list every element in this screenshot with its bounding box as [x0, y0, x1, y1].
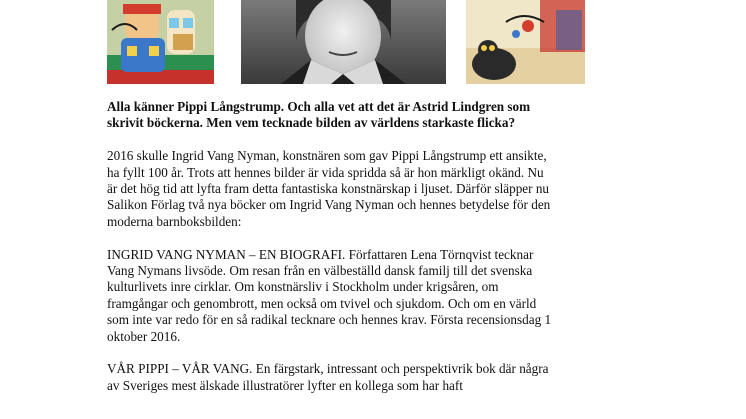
lede-paragraph: Alla känner Pippi Långstrump. Och alla vet att det är Astrid Lindgren som skrivit böckerna. Men vem tecknade bilden av världens starkaste flicka?	[107, 99, 531, 131]
portrait-art	[241, 0, 446, 84]
body-paragraph-2: INGRID VANG NYMAN – EN BIOGRAFI. Författaren Lena Törnqvist tecknar Vang Nymans livsöde. Om resan från en välbeställd dansk familj till det svenska kulturlivets inre cirklar. Om konstnärsliv i Stockholm under krigsåren, om framgångar och genombrott, men också om tvivel och sjukdom. Och om en värld som inte var redo för en så radikal tecknare och hennes krav. Första recensionsdag 1 oktober 2016.	[107, 246, 552, 344]
illustration-right-art	[466, 0, 585, 84]
press-release-body	[107, 99, 557, 411]
body-paragraph-1: 2016 skulle Ingrid Vang Nyman, konstnären som gav Pippi Långstrump ett ansikte, ha fyllt 100 år. Trots att hennes bilder är vida spridda så är hon märkligt okänd. Nu är det hög tid att lyfta fram detta fantastiska konstnärskap i ljuset. Därför släpper nu Salikon Förlag två nya böcker om Ingrid Vang Nyman och hennes betydelse för den moderna barnboksbilden:	[107, 148, 551, 229]
pippi-illustration-right	[466, 0, 585, 84]
pippi-illustration-left	[107, 0, 214, 84]
illustration-left-art	[107, 0, 214, 84]
body-paragraph-3: VÅR PIPPI – VÅR VANG. En färgstark, intressant och perspektivrik bok där några av Sveriges mest älskade illustratörer lyfter en kollega som har haft	[107, 361, 549, 393]
ingrid-vang-nyman-portrait	[241, 0, 446, 84]
